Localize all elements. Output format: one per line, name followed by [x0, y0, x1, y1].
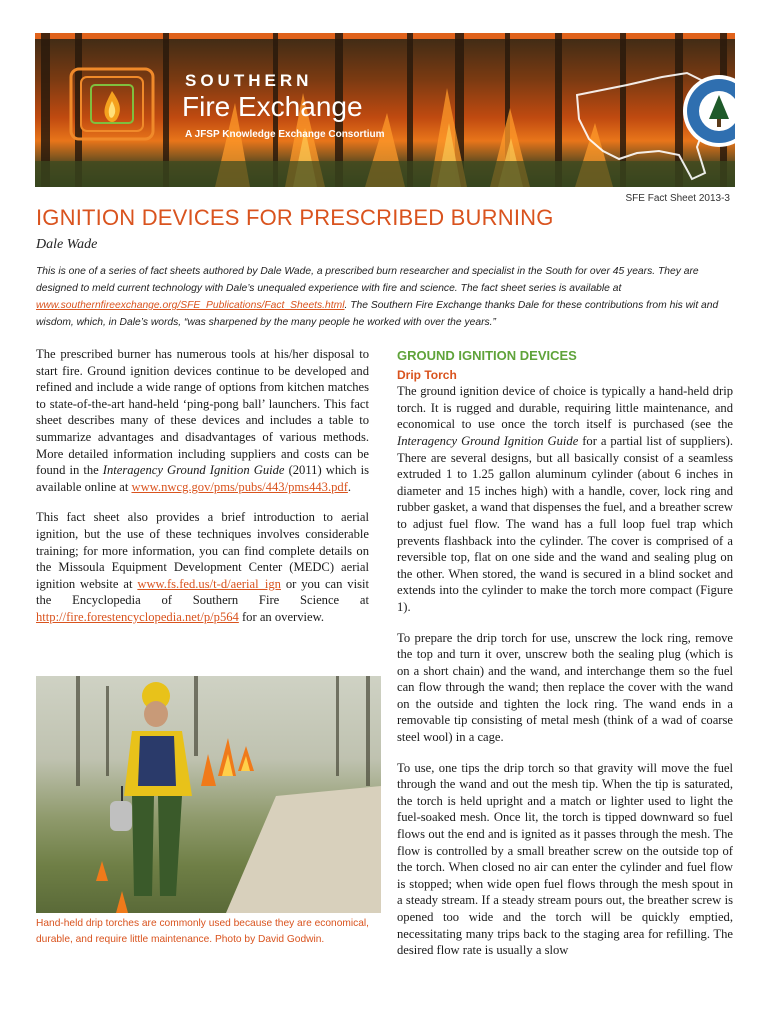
guide-title: Interagency Ground Ignition Guide [102, 463, 285, 478]
subheading-drip-torch: Drip Torch [397, 367, 457, 382]
left-p1-text-a: The prescribed burner has numerous tools at his/her disposal to start fire. Ground ignition devices continue to be developed and refined and include a wide range of options from kitchen matches to state-of-the-art hand-held ‘ping-pong ball’ launchers. This fact sheet describes many of these devices and includes a table to summarize advantages and disadvantages of various methods. More detailed information including suppliers and costs can be found in the [36, 347, 369, 478]
left-column [36, 346, 369, 640]
nwcg-link[interactable]: www.nwcg.gov/pms/pubs/443/pms443.pdf [131, 479, 348, 494]
left-paragraph-1 [36, 346, 369, 495]
sfe-logo-icon [67, 65, 157, 143]
right-p1-text-b: for a partial list of suppliers). There are several designs, but all basically consist of a seamless extruded 1 to 1.25 gallon aluminum cylinder (about 6 inches in diameter and 15 inches high) with a handle, cover, lock ring and rubber gasket, a wand that dispenses the fuel, and a breather screw to adjust fuel flow. The wand has a full loop fuel trap which prevents flashback into the cylinder. The cover is comprised of a reversible top, flat on one side and the wand and sealing plug on the other. When stored, the wand is secured in a blind socket and extends into the cylinder to make the torch more compact (Figure 1). [397, 433, 733, 614]
right-paragraph-1 [397, 383, 733, 615]
left-p1-text-b: (2011) which is available online at [36, 463, 369, 494]
section-heading-ground-ignition: GROUND IGNITION DEVICES [397, 348, 577, 363]
right-p1-text-a: The ground ignition device of choice is typically a hand-held drip torch. It is rugged and durable, requiring little maintenance, and economical to use once the torch itself is purchased (see the [397, 384, 733, 432]
page-title: IGNITION DEVICES FOR PRESCRIBED BURNING [36, 205, 554, 230]
left-p1-text-c: . [347, 479, 352, 494]
brand-southern: SOUTHERN [185, 71, 313, 90]
brand-tagline: A JFSP Knowledge Exchange Consortium [185, 129, 385, 140]
left-p2-text-c: for an overview. [238, 609, 325, 624]
right-paragraph-2: To prepare the drip torch for use, unscrew the lock ring, remove the top and turn it over, unscrew both the sealing plug (which is on a short chain) and the wand, and interchange them so the fuel can flow through the wand; then replace the cover with the wand on the outside and tighten the lock ring. The wand ends in a removable tip consisting of metal mesh (think of a wad of coarse steel wool) in a cage. [397, 630, 733, 745]
medc-link[interactable]: www.fs.fed.us/t-d/aerial_ign [137, 576, 281, 591]
left-p2-text-a: This fact sheet also provides a brief introduction to aerial ignition, but the use of these techniques involves considerable training; for more information, you can find complete details on the Missoula Equipment Development Center (MEDC) aerial ignition website at [36, 510, 369, 591]
header-banner [35, 33, 735, 187]
drip-torch-photo [36, 676, 381, 913]
intro-text-1: This is one of a series of fact sheets authored by Dale Wade, a prescribed burn researcher and specialist in the South for over 45 years. They are designed to meld current technology with Dale’s unequaled experience with fire and science. The fact sheet series is available at [36, 266, 699, 294]
jfsp-seal-icon [681, 73, 735, 149]
right-paragraph-3: To use, one tips the drip torch so that gravity will move the fuel through the wand and out the mesh tip. When the tip is saturated, the torch is held upright and a match or lighter used to light the fuel-soaked mesh. Once lit, the torch is tipped downward so fuel flows out the end and is ignited as it passes through the mesh. The flow is controlled by a small breather screw on the outside top of the torch. When closed no air can enter the cylinder and fuel flow is stopped; when wide open fuel flows through the mesh spout in a steady stream. If a steady stream pours out, the breather screw is opened too wide and the torch will be quickly emptied, necessitating many trips back to the staging area for refilling. The desired flow rate is usually a slow [397, 760, 733, 958]
encyclopedia-link[interactable]: http://fire.forestencyclopedia.net/p/p564 [36, 609, 239, 624]
guide-title-2: Interagency Ground Ignition Guide [397, 433, 579, 448]
left-paragraph-2 [36, 509, 369, 625]
fact-sheets-link[interactable]: www.southernfireexchange.org/SFE_Publications/Fact_Sheets.html [36, 300, 345, 311]
brand-fire-exchange: Fire Exchange [182, 91, 363, 122]
intro-text-2: . The Southern Fire Exchange thanks Dale for these contributions from his wit and wisdom, which, in Dale’s words, “was sharpened by the many people he worked with over the years.” [36, 300, 719, 328]
left-p2-text-b: or you can visit the Encyclopedia of Southern Fire Science at [36, 576, 369, 608]
factsheet-number: SFE Fact Sheet 2013-3 [625, 193, 730, 204]
right-column [397, 348, 733, 973]
firefighter-illustration [36, 676, 381, 913]
photo-caption: Hand-held drip torches are commonly used because they are economical, durable, and require little maintenance. Photo by David Godwin. [36, 918, 369, 945]
intro-paragraph [36, 263, 736, 331]
author-name: Dale Wade [36, 237, 98, 252]
